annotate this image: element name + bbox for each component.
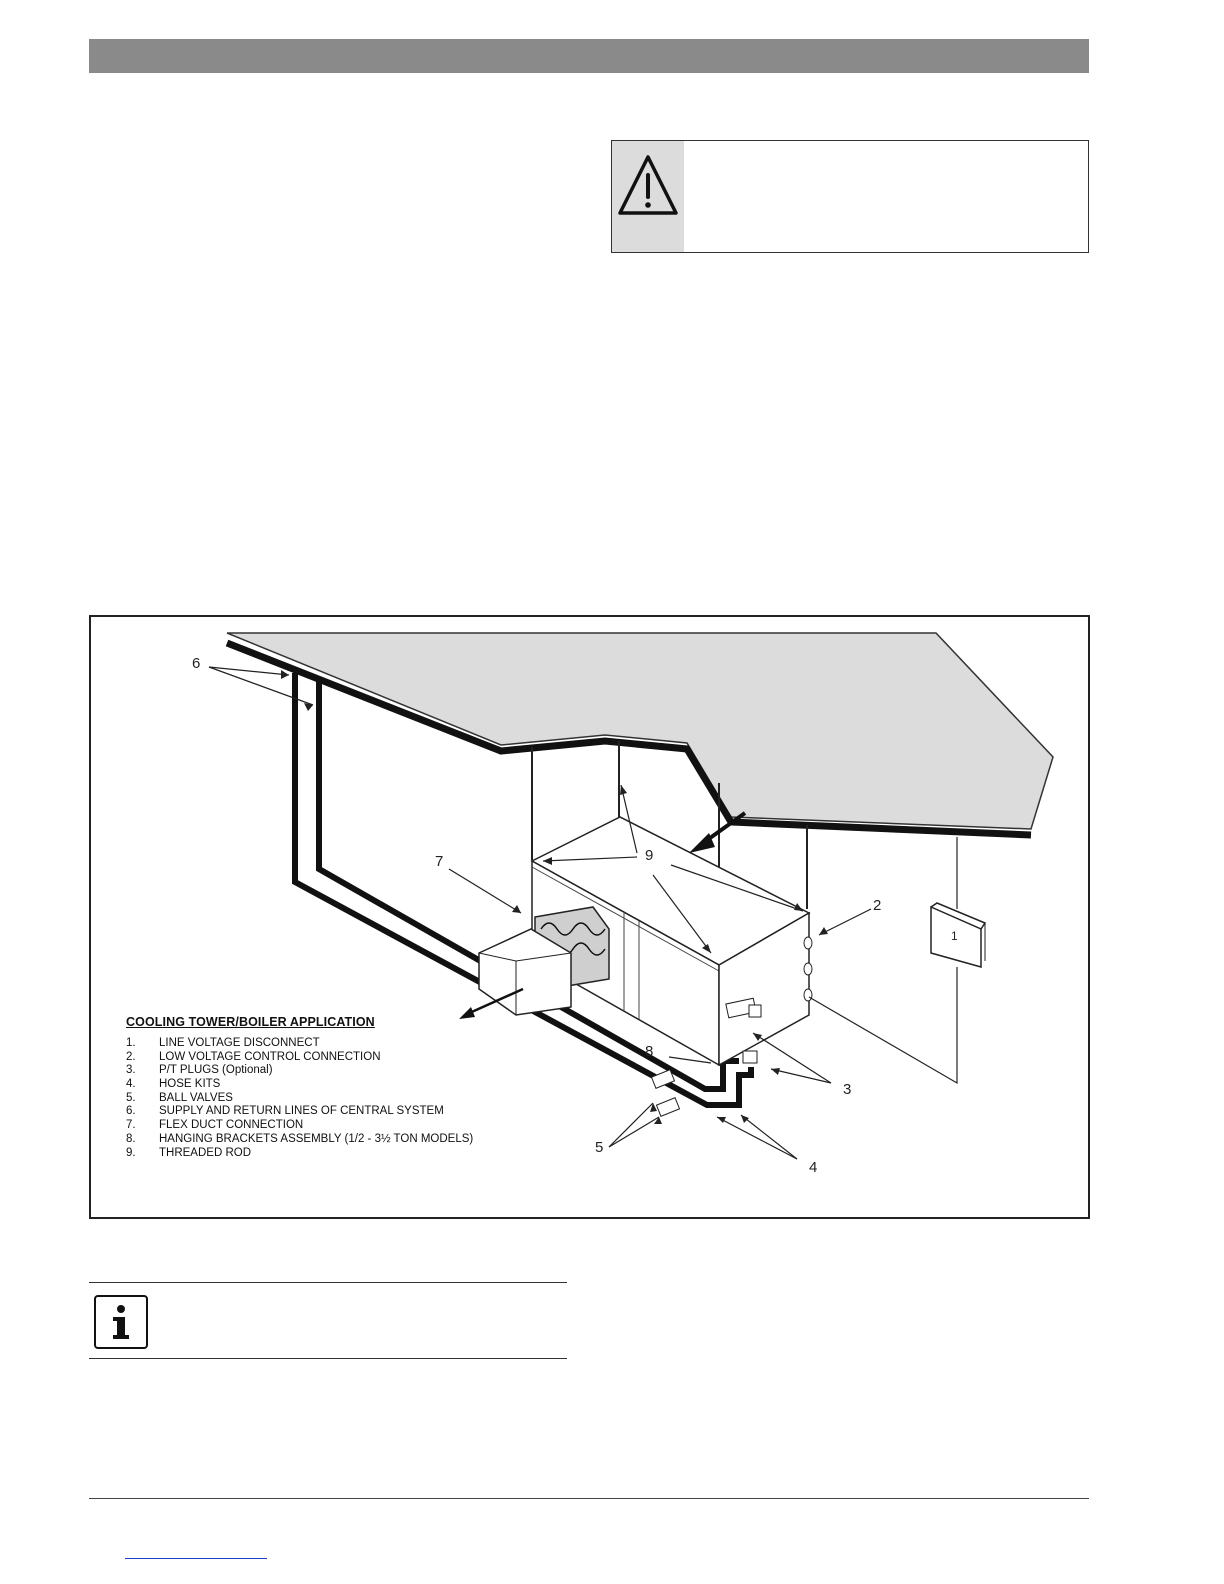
legend-item: 5. BALL VALVES (126, 1091, 233, 1104)
ceiling-slab (227, 633, 1053, 829)
callout-5: 5 (595, 1139, 604, 1156)
callout-8: 8 (645, 1043, 654, 1060)
callout-3: 3 (843, 1081, 852, 1098)
legend-item: 4. HOSE KITS (126, 1078, 221, 1091)
callout-4: 4 (809, 1159, 818, 1176)
callout-9: 9 (645, 847, 654, 864)
figure-legend (126, 1015, 473, 1160)
legend-item: 9. THREADED ROD (126, 1146, 252, 1159)
callout-2: 2 (873, 897, 882, 914)
installation-figure (89, 615, 1090, 1219)
info-bottom-rule (89, 1358, 567, 1359)
legend-item: 6. SUPPLY AND RETURN LINES OF CENTRAL SYSTEM (126, 1105, 444, 1118)
footer-link-underline[interactable] (125, 1558, 267, 1559)
callout-6: 6 (192, 655, 201, 672)
header-bar (89, 39, 1089, 73)
legend-item: 3. P/T PLUGS (Optional) (126, 1064, 273, 1077)
legend-title: COOLING TOWER/BOILER APPLICATION (126, 1015, 375, 1029)
warning-notice (611, 140, 1089, 253)
callout-1: 1 (951, 929, 958, 943)
ball-valve-2 (656, 1098, 679, 1117)
legend-item: 2. LOW VOLTAGE CONTROL CONNECTION (126, 1050, 381, 1063)
footer-rule (89, 1498, 1089, 1499)
info-top-rule (89, 1282, 567, 1283)
legend-item: 1. LINE VOLTAGE DISCONNECT (126, 1037, 320, 1049)
info-icon (94, 1295, 148, 1349)
warning-triangle-icon (616, 153, 680, 219)
warning-icon-cell (612, 141, 684, 252)
legend-item: 8. HANGING BRACKETS ASSEMBLY (1/2 - 3½ TON MODELS) (126, 1132, 474, 1145)
callout-7: 7 (435, 853, 444, 870)
legend-item: 7. FLEX DUCT CONNECTION (126, 1119, 304, 1132)
